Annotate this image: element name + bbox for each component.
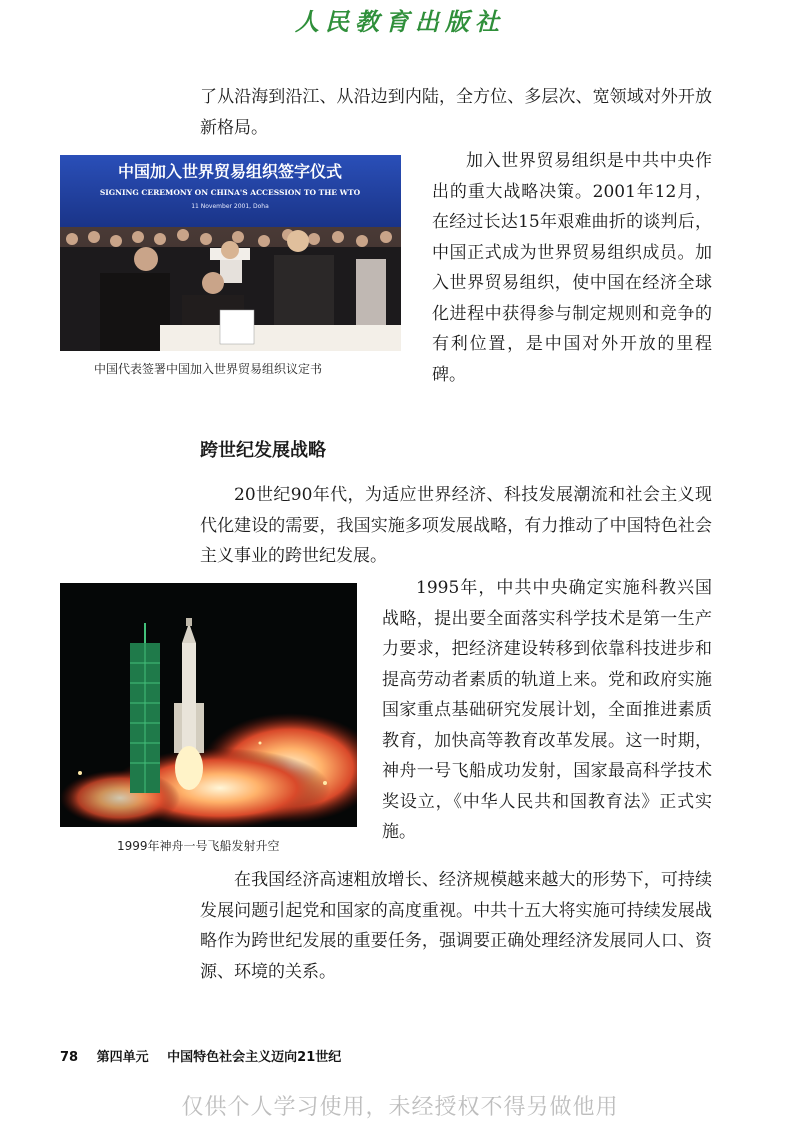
rocket-launch-photo (60, 583, 357, 827)
banner-cn: 中国加入世界贸易组织签字仪式 (117, 162, 343, 181)
banner-en: SIGNING CEREMONY ON CHINA'S ACCESSION TO THE WTO (99, 188, 361, 197)
wto-photo-caption: 中国代表签署中国加入世界贸易组织议定书 (94, 362, 323, 376)
banner-date: 11 November 2001, Doha (191, 203, 269, 210)
unit-title: 中国特色社会主义迈向21世纪 (167, 1050, 342, 1065)
wto-signing-photo (60, 155, 401, 351)
section-title: 跨世纪发展战略 (200, 440, 326, 461)
page-number: 78 (60, 1050, 79, 1065)
page-footer (60, 1046, 355, 1065)
publisher-logo: 人民教育出版社 (295, 7, 505, 36)
paragraph-wto: 加入世界贸易组织是中共中央作出的重大战略决策。2001年12月，在经过长达15年艰难曲折的谈判后，中国正式成为世界贸易组织成员。加入世界贸易组织，使中国在经济全球化进程中获得参与制定规则和竞争的有利位置，是中国对外开放的里程碑。 (432, 151, 712, 385)
rocket-photo-caption: 1999年神舟一号飞船发射升空 (117, 839, 280, 853)
watermark: 仅供个人学习使用，未经授权不得另做他用 (181, 1095, 619, 1120)
paragraph-intro: 了从沿海到沿江、从沿边到内陆，全方位、多层次、宽领域对外开放新格局。 (200, 87, 712, 138)
unit-label: 第四单元 (96, 1050, 149, 1065)
paragraph-strategy: 20世纪90年代，为适应世界经济、科技发展潮流和社会主义现代化建设的需要，我国实施多项发展战略，有力推动了中国特色社会主义事业的跨世纪发展。 (200, 485, 712, 566)
paragraph-science: 1995年，中共中央确定实施科教兴国战略，提出要全面落实科学技术是第一生产力要求，把经济建设转移到依靠科技进步和提高劳动者素质的轨道上来。党和政府实施国家重点基础研究发展计划，全面推进素质教育，加快高等教育改革发展。这一时期，神舟一号飞船成功发射，国家最高科学技术奖设立，《中华人民共和国教育法》正式实施。 (382, 578, 712, 842)
paragraph-sustain: 在我国经济高速粗放增长、经济规模越来越大的形势下，可持续发展问题引起党和国家的高度重视。中共十五大将实施可持续发展战略作为跨世纪发展的重要任务，强调要正确处理经济发展同人口、资源、环境的关系。 (200, 870, 712, 982)
